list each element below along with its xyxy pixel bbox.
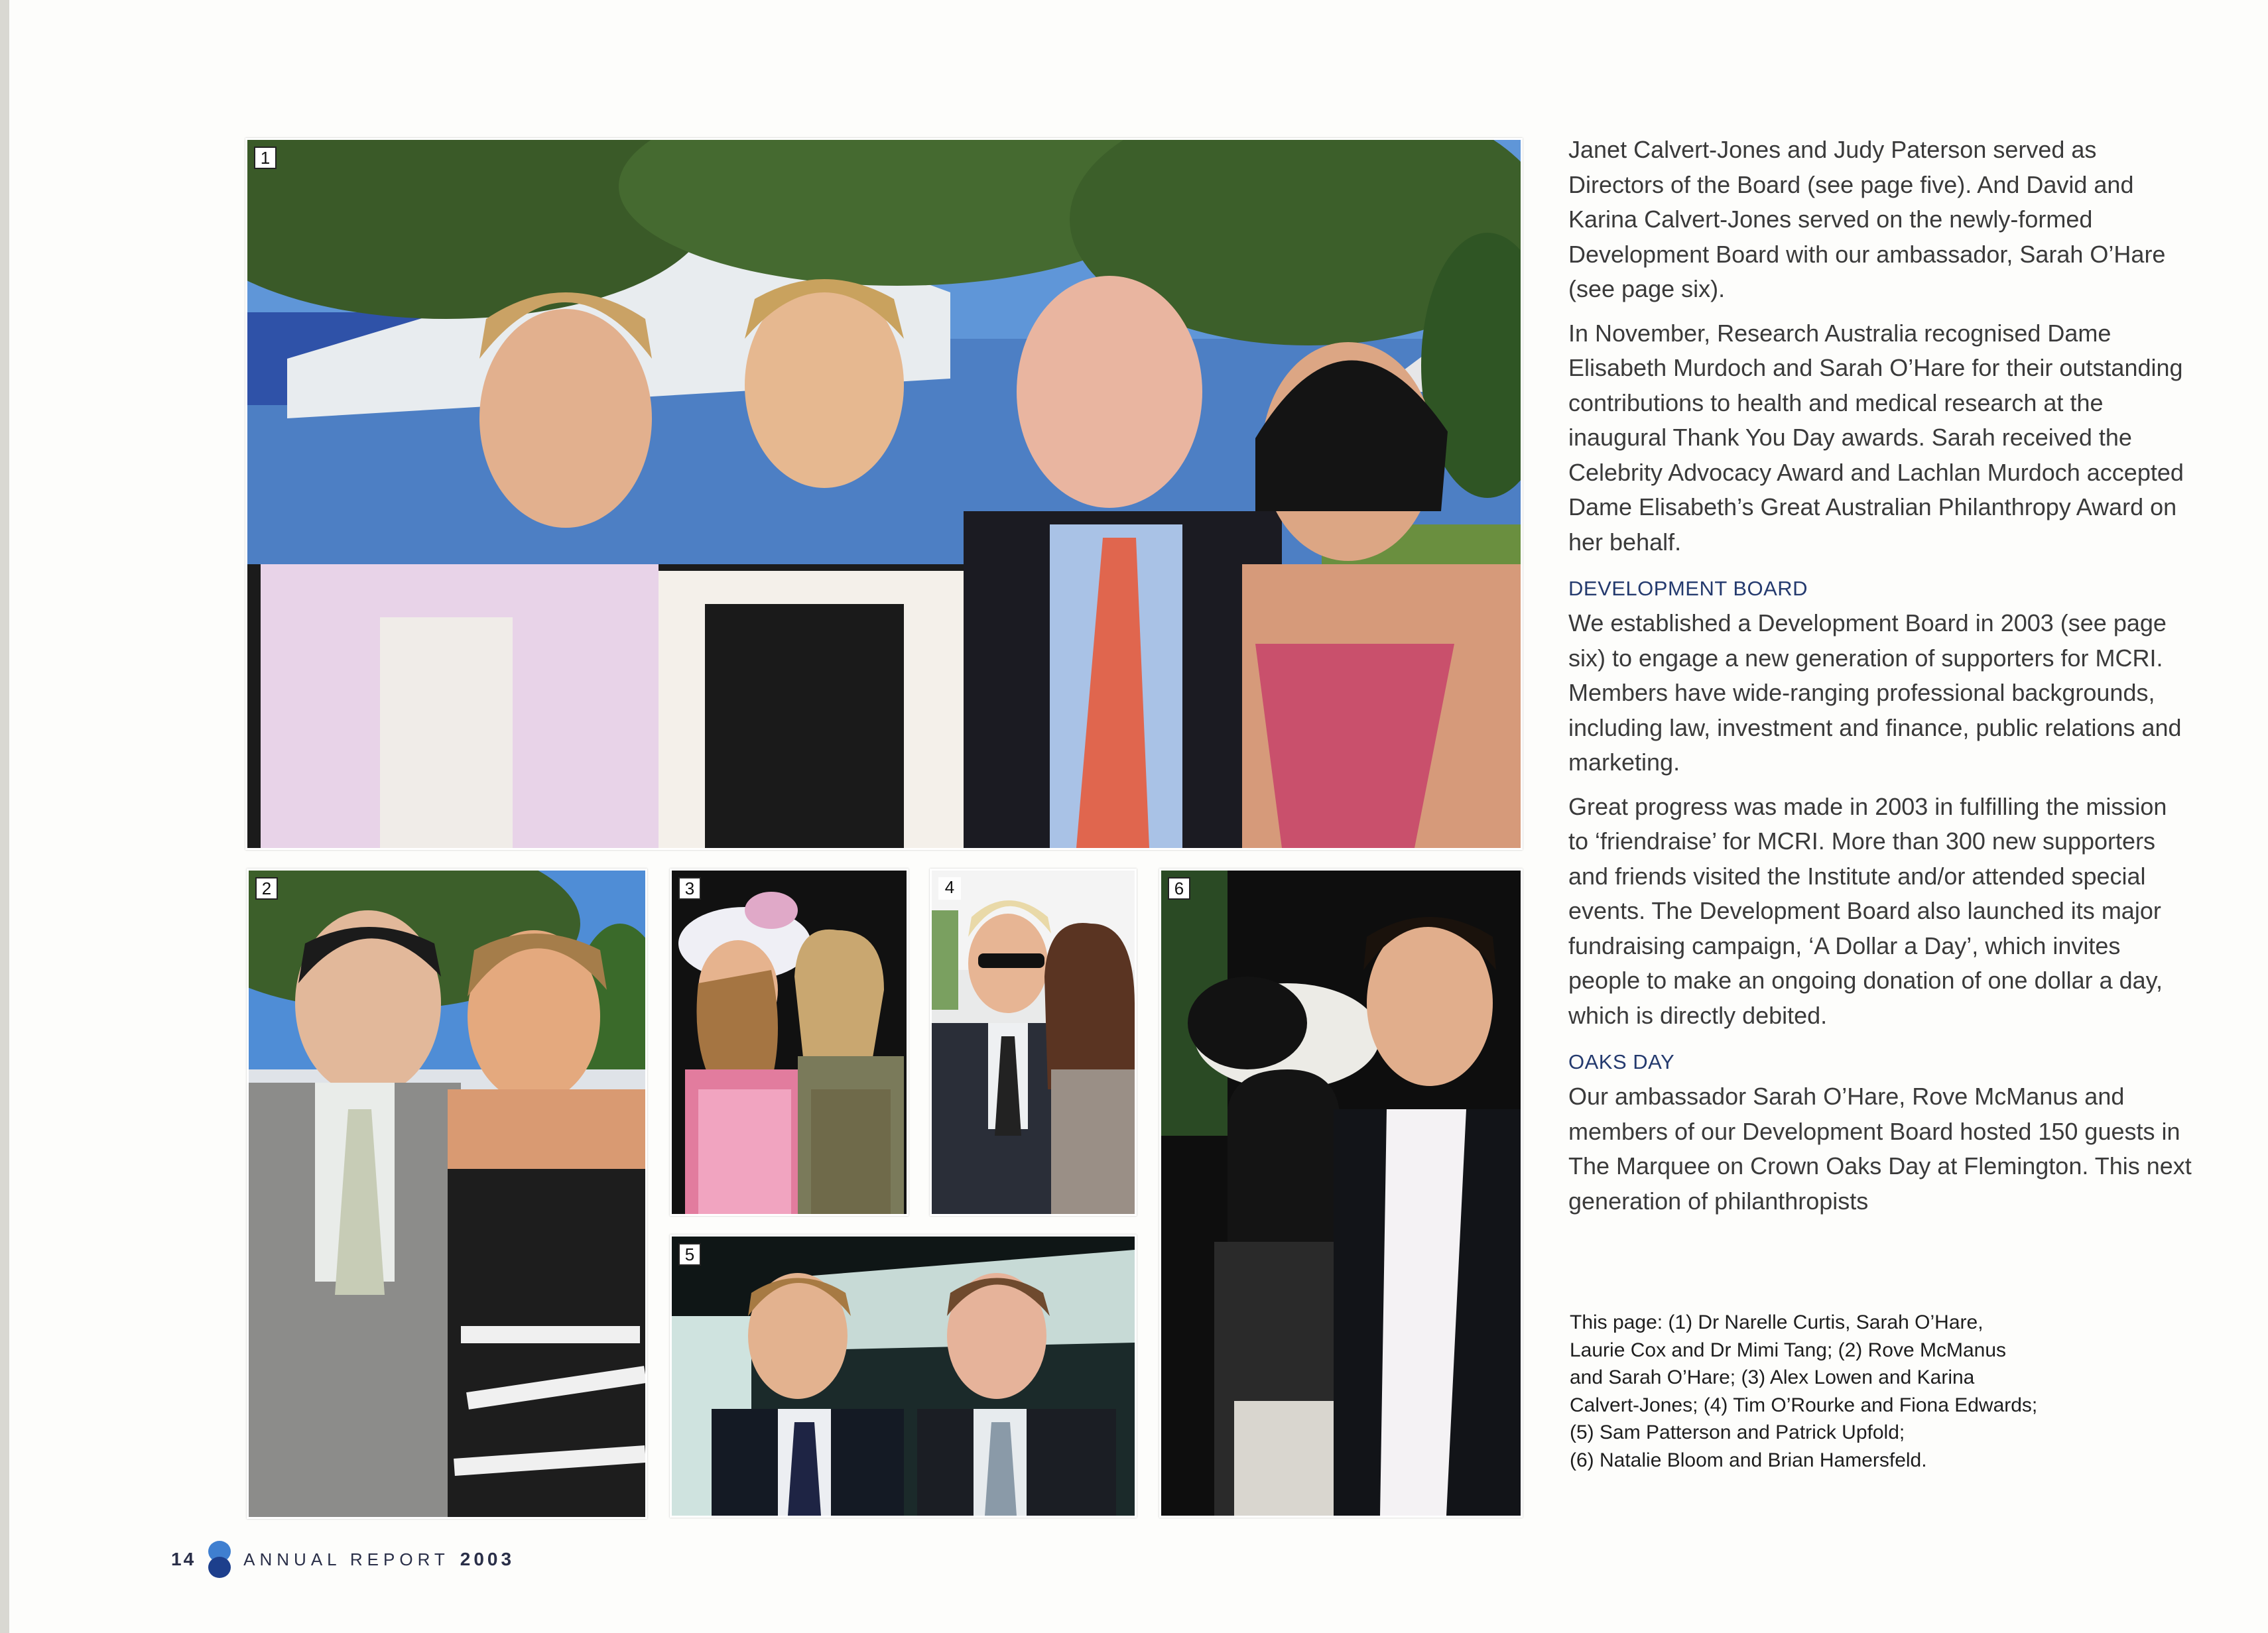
- footer-year: 2003: [460, 1549, 515, 1569]
- article-body: [1568, 133, 2192, 1228]
- photo-1: [245, 138, 1523, 850]
- paragraph-oaks-day: Our ambassador Sarah O’Hare, Rove McManus and members of our Development Board hosted 150 guests in The Marquee on Crown Oaks Day at Flemington. This next generation of philanthropists: [1568, 1083, 2192, 1215]
- photo-6: [1159, 869, 1523, 1518]
- photo-3-image: [672, 871, 907, 1214]
- photo-1-image: [247, 140, 1521, 848]
- photo-5-number: 5: [678, 1243, 701, 1266]
- heading-development-board: DEVELOPMENT BOARD: [1568, 577, 1808, 600]
- page-number: 14: [171, 1549, 196, 1569]
- photo-1-number: 1: [254, 147, 277, 169]
- paragraph-directors: Janet Calvert-Jones and Judy Paterson served as Directors of the Board (see page five). And David and Karina Calvert-Jones served on the newly-formed Development Board with our ambassador, Sarah O’Hare (see page six).: [1568, 136, 2166, 302]
- photo-4-image: [932, 871, 1135, 1214]
- page-edge: [0, 0, 9, 1633]
- photo-4-number: 4: [938, 877, 961, 900]
- photo-4: [930, 869, 1137, 1216]
- footer-label: ANNUAL REPORT: [243, 1549, 450, 1569]
- photo-2: [247, 869, 647, 1519]
- photo-5-image: [672, 1237, 1135, 1516]
- heading-oaks-day: OAKS DAY: [1568, 1050, 1675, 1073]
- photo-3: [670, 869, 909, 1216]
- page-footer: [171, 1540, 515, 1579]
- photo-6-image: [1161, 871, 1521, 1516]
- photo-2-image: [249, 871, 645, 1517]
- paragraph-development-board: We established a Development Board in 2003 (see page six) to engage a new generation of supporters for MCRI. Members have wide-ranging professional backgrounds, including law, investment and finance, public relations and marketing.: [1568, 609, 2182, 776]
- paragraph-research-australia: In November, Research Australia recognised Dame Elisabeth Murdoch and Sarah O’Hare for their outstanding contributions to health and medical research at the inaugural Thank You Day awards. Sarah received the Celebrity Advocacy Award and Lachlan Murdoch accepted Dame Elisabeth’s Great Australian Philanthropy Award on her behalf.: [1568, 319, 2184, 556]
- photo-6-number: 6: [1168, 877, 1190, 900]
- paragraph-friendraise: Great progress was made in 2003 in fulfilling the mission to ‘friendraise’ for MCRI. More than 300 new supporters and friends visited the Institute and/or attended special events. The Development Board also launched its major fundraising campaign, ‘A Dollar a Day’, which invites people to make an ongoing donation of one dollar a day, which is directly debited.: [1568, 792, 2167, 1029]
- photo-2-number: 2: [255, 877, 278, 900]
- photo-3-number: 3: [678, 877, 701, 900]
- photo-5: [670, 1235, 1137, 1518]
- photo-caption: This page: (1) Dr Narelle Curtis, Sarah O’Hare, Laurie Cox and Dr Mimi Tang; (2) Rove McManus and Sarah O’Hare; (3) Alex Lowen and Karina Calvert-Jones; (4) Tim O’Rourke and Fiona Edwards; (5) Sam Patterson and Patrick Upfold; (6) Natalie Bloom and Brian Hamersfeld.: [1570, 1311, 2038, 1471]
- report-logo-icon: [206, 1540, 233, 1579]
